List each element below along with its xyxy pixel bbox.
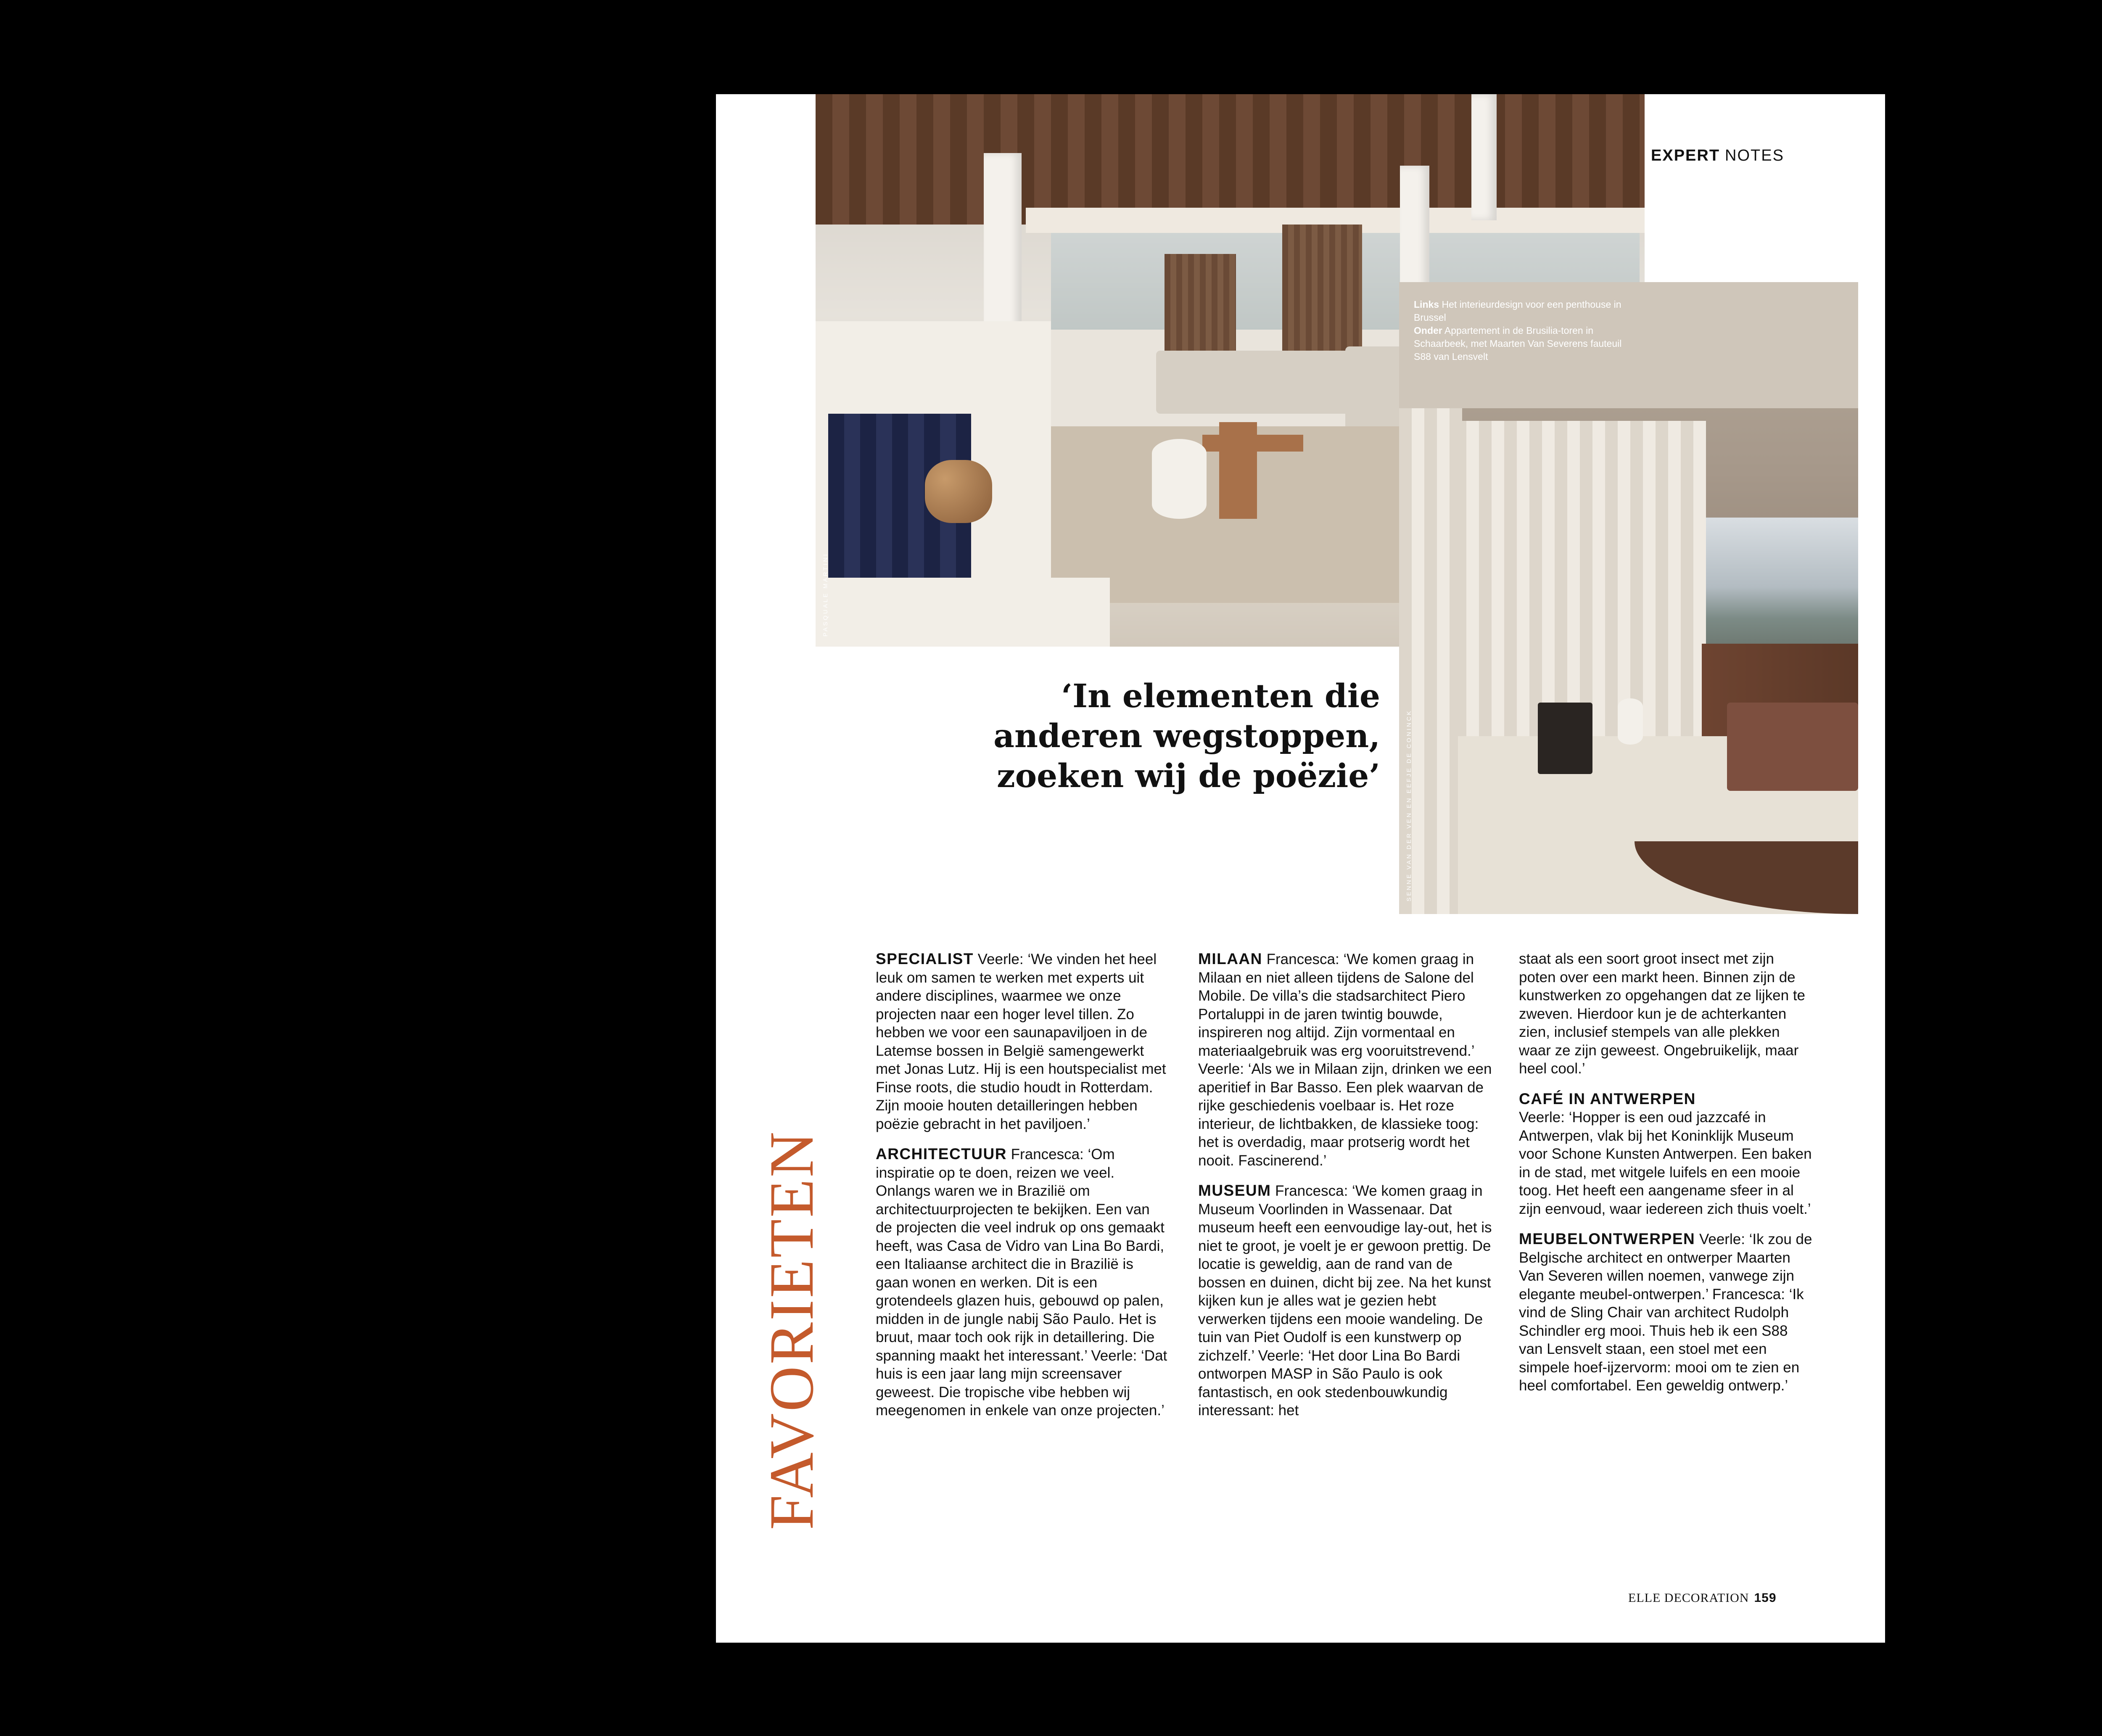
heading-meubel: MEUBELONTWERPEN bbox=[1519, 1230, 1695, 1247]
quote-line-2: anderen wegstoppen, bbox=[993, 717, 1380, 755]
heading-architectuur: ARCHITECTUUR bbox=[876, 1145, 1007, 1163]
caption-links-text: Het interieurdesign voor een penthouse in Brussel bbox=[1414, 299, 1621, 323]
photo-caption bbox=[1414, 298, 1632, 363]
section-meubel bbox=[1519, 1230, 1813, 1395]
heading-milaan: MILAAN bbox=[1198, 950, 1262, 967]
quote-line-1: ‘In elementen die bbox=[1061, 677, 1380, 715]
sofa bbox=[1156, 351, 1354, 414]
section-museum-cont: staat als een soort groot insect met zijn poten over een markt heen. Binnen zijn de kunstwerken zo opgehangen dat ze lijken te zweven. Hierdoor kun je de achterkanten zien, inclusief stempels van alle plekken waar ze zijn geweest. Ongebruikelijk, maar heel cool.’ bbox=[1519, 951, 1806, 1077]
section-museum bbox=[1198, 1181, 1492, 1420]
s88-chair bbox=[1538, 703, 1592, 774]
section-cafe bbox=[1519, 1090, 1813, 1218]
text-column-3 bbox=[1519, 950, 1813, 1407]
body-museum: Francesca: ‘We komen graag in Museum Voorlinden in Wassenaar. Dat museum heeft een eenvoudige lay-out, het is niet te groot, je voelt je er gewoon prettig. De locatie is geweldig, aan de rand van de bossen en duinen, dicht bij zee. Na het kunst kijken kun je alles wat je gezien hebt verwerken tijdens een mooie wandeling. De tuin van Piet Oudolf is een kunstwerp op zichzelf.’ Veerle: ‘Het door Lina Bo Bardi ontworpen MASP in São Paulo is ook fantastisch, en ook stedenbouwkundig interessant: het bbox=[1198, 1183, 1492, 1419]
side-stool bbox=[1618, 698, 1643, 745]
heading-museum: MUSEUM bbox=[1198, 1182, 1271, 1199]
section-tag bbox=[1651, 147, 1784, 165]
magazine-name: ELLE DECORATION bbox=[1628, 1591, 1749, 1605]
caption-links-label: Links bbox=[1414, 299, 1439, 310]
bed bbox=[1727, 703, 1858, 791]
page-footer bbox=[1628, 1591, 1777, 1605]
wood-panel-center bbox=[1282, 225, 1362, 351]
body-milaan: Francesca: ‘We komen graag in Milaan en niet alleen tijdens de Salone del Mobile. De villa’s die stadsarchitect Piero Portaluppi in de jaren twintig bouwde, inspireren nog altijd. Zijn vormentaal en materiaalgebruik was erg vooruitstrevend.’ Veerle: ‘Als we in Milaan zijn, drinken we een aperitief in Bar Basso. Een plek waarvan de rijke geschiedenis voelbaar is. Het roze interieur, de lichtbakken, de klassieke toog: het is overdadig, maar protserig wordt het nooit. Fascinerend.’ bbox=[1198, 951, 1492, 1169]
section-specialist bbox=[876, 950, 1170, 1133]
text-column-2 bbox=[1198, 950, 1492, 1432]
magazine-page bbox=[716, 94, 1885, 1643]
heading-specialist: SPECIALIST bbox=[876, 950, 974, 967]
body-specialist: Veerle: ‘We vinden het heel leuk om samen te werken met experts uit andere disciplines, waarmee we onze projecten naar een hoger level tillen. Zo hebben we voor een saunapaviljoen in de Latemse bossen in België samengewerkt met Jonas Lutz. Hij is een houtspecialist met Finse roots, die studio houdt in Rotterdam. Zijn mooie houten detailleringen hebben poëzie gebracht in het paviljoen.’ bbox=[876, 951, 1166, 1132]
quote-line-3: zoeken wij de poëzie’ bbox=[996, 757, 1380, 795]
fireplace-bench bbox=[816, 578, 1110, 647]
text-column-1 bbox=[876, 950, 1170, 1432]
apartment-photo bbox=[1399, 282, 1858, 914]
page-number: 159 bbox=[1754, 1591, 1777, 1605]
white-stool bbox=[1152, 439, 1207, 519]
city-window bbox=[1693, 518, 1858, 644]
heading-cafe: CAFÉ IN ANTWERPEN bbox=[1519, 1090, 1696, 1107]
photo-credit-1: PASQUALE MARTINI bbox=[822, 552, 829, 637]
section-tag-regular: NOTES bbox=[1725, 147, 1784, 164]
body-meubel: Veerle: ‘Ik zou de Belgische architect en ontwerper Maarten Van Severen willen noemen, vanwege zijn elegante meubel-ontwerpen.’ Francesca: ‘Ik vind de Sling Chair van architect Rudolph Schindler erg mooi. Thuis heb ik een S88 van Lensvelt staan, een stoel met een simpele hoef-ijzervorm: mooi om te zien en heel comfortabel. Een geweldig ontwerp.’ bbox=[1519, 1231, 1812, 1394]
photo-credit-2: SENNE VAN DER VEN EN EEFJE DE CONINCK bbox=[1405, 709, 1412, 901]
wood-panel-left bbox=[1165, 254, 1236, 363]
wood-ceiling bbox=[816, 94, 1645, 225]
section-architectuur bbox=[876, 1145, 1170, 1420]
wood-table-top bbox=[1202, 435, 1303, 452]
firewood-stack bbox=[925, 460, 992, 523]
section-milaan bbox=[1198, 950, 1492, 1170]
caption-onder-text: Appartement in de Brusilia-toren in Schaarbeek, met Maarten Van Severens fauteuil S88 van Lensvelt bbox=[1414, 325, 1622, 362]
white-column-far bbox=[1471, 94, 1497, 220]
body-cafe: Veerle: ‘Hopper is een oud jazzcafé in Antwerpen, vlak bij het Koninklijk Museum voor Schone Kunsten Antwerpen. Een baken in de stad, met witgele luifels en een mooie toog. Het heeft een aangename sfeer in al zijn eenvoud, waar iedereen zich thuis voelt.’ bbox=[1519, 1109, 1812, 1217]
section-tag-bold: EXPERT bbox=[1651, 147, 1720, 164]
caption-onder-label: Onder bbox=[1414, 325, 1442, 336]
pull-quote bbox=[926, 676, 1380, 796]
side-title: FAVORIETEN bbox=[757, 1130, 827, 1530]
body-architectuur: Francesca: ‘Om inspiratie op te doen, reizen we veel. Onlangs waren we in Brazilië om architectuurprojecten te bekijken. Een van de projecten die veel indruk op ons gemaakt heeft, was Casa de Vidro van Lina Bo Bardi, een Italiaanse architect die in Brazilië is gaan wonen en werken. Dit is een grotendeels glazen huis, gebouwd op palen, midden in de jungle nabij São Paulo. Het is bruut, maar toch ook rijk in detaillering. Die spanning maakt het interessant.’ Veerle: ‘Dat huis is een jaar lang mijn screensaver geweest. Die tropische vibe hebben wij meegenomen in enkele van onze projecten.’ bbox=[876, 1146, 1167, 1419]
